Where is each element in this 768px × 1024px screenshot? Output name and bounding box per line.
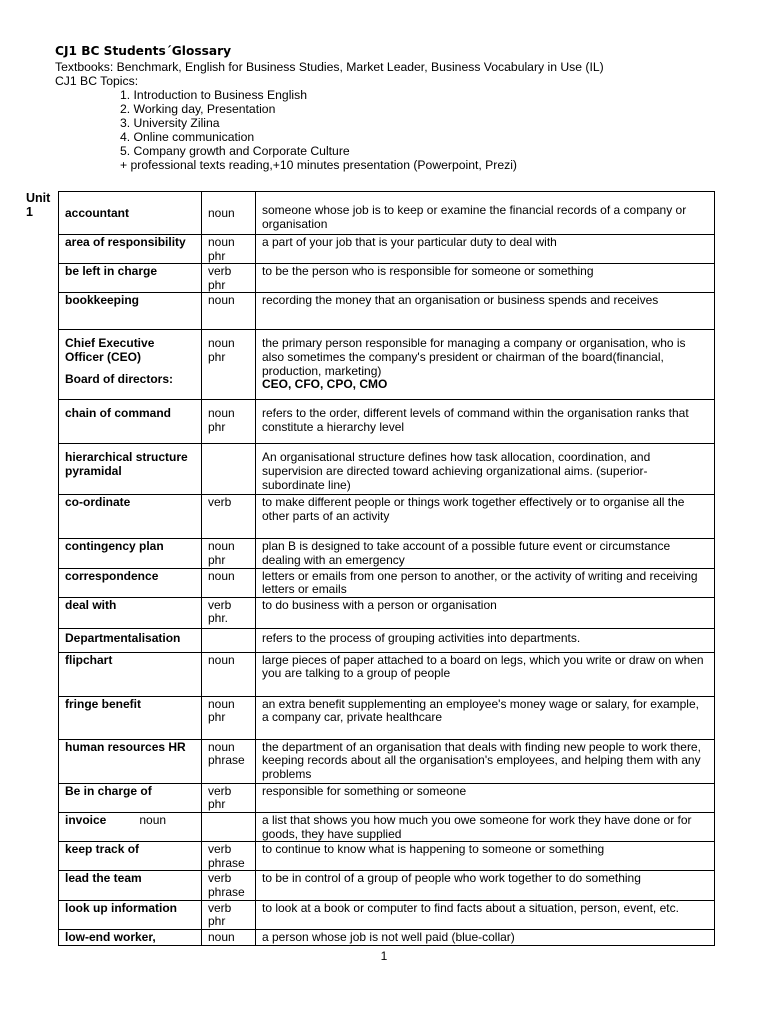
term-cell: contingency plan <box>59 539 202 568</box>
topic-item: 2. Working day, Presentation <box>120 102 276 116</box>
table-row <box>59 235 715 264</box>
term-cell: area of responsibility <box>59 235 202 264</box>
definition-cell: to do business with a person or organisation <box>256 597 715 628</box>
table-row <box>59 696 715 739</box>
definition-cell: refers to the order, different levels of command within the organisation ranks that constitute a hierarchy level <box>256 400 715 444</box>
term-cell: fringe benefit <box>59 696 202 739</box>
unit-word: Unit <box>26 191 51 205</box>
definition-cell: to continue to know what is happening to someone or something <box>256 842 715 871</box>
table-row <box>59 597 715 628</box>
table-row <box>59 783 715 812</box>
term-cell: lead the team <box>59 871 202 900</box>
term-cell <box>59 330 202 400</box>
topics-heading: CJ1 BC Topics: <box>55 74 139 88</box>
term-text: invoice <box>65 812 107 827</box>
table-row <box>59 900 715 929</box>
term-cell: flipchart <box>59 652 202 696</box>
term-cell: hierarchical structure pyramidal <box>59 444 202 495</box>
term-cell: low-end worker, <box>59 929 202 945</box>
table-row <box>59 842 715 871</box>
pos-cell: noun phr <box>202 235 256 264</box>
topic-item: 3. University Zilina <box>120 116 220 130</box>
topic-item: + professional texts reading,+10 minutes presentation (Powerpoint, Prezi) <box>120 158 517 172</box>
pos-cell: noun phrase <box>202 739 256 783</box>
definition-cell <box>256 330 715 400</box>
definition-cell: a person whose job is not well paid (blue-collar) <box>256 929 715 945</box>
table-row <box>59 444 715 495</box>
pos-cell: verb phrase <box>202 842 256 871</box>
term-cell <box>59 812 202 841</box>
table-row <box>59 628 715 652</box>
definition-cell: to look at a book or computer to find facts about a situation, person, event, etc. <box>256 900 715 929</box>
table-row <box>59 293 715 330</box>
pos-cell: verb phr. <box>202 597 256 628</box>
pos-cell <box>202 812 256 841</box>
table-row <box>59 812 715 841</box>
unit-label <box>26 191 50 219</box>
term-cell: human resources HR <box>59 739 202 783</box>
definition-cell: to be the person who is responsible for someone or something <box>256 264 715 293</box>
definition-cell: the department of an organisation that deals with finding new people to work there, keeping records about all the organisation's employees, and helping them with any problems <box>256 739 715 783</box>
definition-cell: recording the money that an organisation or business spends and receives <box>256 293 715 330</box>
table-row <box>59 400 715 444</box>
pos-cell: noun <box>202 652 256 696</box>
pos-cell: noun phr <box>202 696 256 739</box>
definition-cell: refers to the process of grouping activities into departments. <box>256 628 715 652</box>
definition-cell: an extra benefit supplementing an employee's money wage or salary, for example, a company car, private healthcare <box>256 696 715 739</box>
definition-cell: An organisational structure defines how task allocation, coordination, and supervision are directed toward achieving organizational aims. (superior-subordinate line) <box>256 444 715 495</box>
table-row <box>59 192 715 235</box>
pos-cell: verb phrase <box>202 871 256 900</box>
term-cell: accountant <box>59 192 202 235</box>
table-row <box>59 264 715 293</box>
pos-cell: noun <box>202 293 256 330</box>
term-cell: chain of command <box>59 400 202 444</box>
term-cell: Be in charge of <box>59 783 202 812</box>
table-row <box>59 929 715 945</box>
term-cell: bookkeeping <box>59 293 202 330</box>
definition-cell: plan B is designed to take account of a possible future event or circumstance dealing with an emergency <box>256 539 715 568</box>
textbooks-line: Textbooks: Benchmark, English for Business Studies, Market Leader, Business Vocabulary in Use (IL) <box>55 60 604 74</box>
pos-cell: verb phr <box>202 783 256 812</box>
term-cell: correspondence <box>59 568 202 597</box>
term-cell: co-ordinate <box>59 495 202 539</box>
topic-item: 1. Introduction to Business English <box>120 88 307 102</box>
table-row <box>59 568 715 597</box>
table-row <box>59 495 715 539</box>
term-cell: look up information <box>59 900 202 929</box>
definition-cell: letters or emails from one person to another, or the activity of writing and receiving letters or emails <box>256 568 715 597</box>
pos-text: noun <box>139 812 167 827</box>
term-cell: keep track of <box>59 842 202 871</box>
document-title: CJ1 BC Students´Glossary <box>55 44 232 58</box>
definition-cell: responsible for something or someone <box>256 783 715 812</box>
topic-item: 5. Company growth and Corporate Culture <box>120 144 350 158</box>
pos-cell: verb phr <box>202 900 256 929</box>
topics-list <box>55 88 735 172</box>
term-cell: deal with <box>59 597 202 628</box>
pos-cell <box>202 444 256 495</box>
pos-cell: noun phr <box>202 539 256 568</box>
glossary-table <box>58 191 715 946</box>
pos-cell: verb phr <box>202 264 256 293</box>
definition-cell: large pieces of paper attached to a board on legs, which you write or draw on when you are talking to a group of people <box>256 652 715 696</box>
term-text: Chief Executive Officer (CEO) <box>65 336 155 364</box>
definition-cell: a part of your job that is your particular duty to deal with <box>256 235 715 264</box>
table-row <box>59 871 715 900</box>
topic-item: 4. Online communication <box>120 130 255 144</box>
table-row <box>59 330 715 400</box>
pos-cell: noun <box>202 568 256 597</box>
definition-cell: to be in control of a group of people who work together to do something <box>256 871 715 900</box>
definition-text: the primary person responsible for managing a company or organisation, who is also sometimes the company's president or chairman of the board(financial, production, marketing) <box>262 336 686 378</box>
definition-cell: a list that shows you how much you owe someone for work they have done or for goods, they have supplied <box>256 812 715 841</box>
pos-cell: verb <box>202 495 256 539</box>
table-row <box>59 539 715 568</box>
unit-number: 1 <box>26 205 33 219</box>
table-row <box>59 739 715 783</box>
term-cell: be left in charge <box>59 264 202 293</box>
pos-cell: noun <box>202 929 256 945</box>
pos-cell: noun phr <box>202 400 256 444</box>
term-text: Board of directors: <box>65 371 174 386</box>
definition-text: CEO, CFO, CPO, CMO <box>262 377 388 392</box>
term-cell: Departmentalisation <box>59 628 202 652</box>
document-header <box>55 44 735 172</box>
pos-cell: noun <box>202 192 256 235</box>
definition-cell: someone whose job is to keep or examine the financial records of a company or organisation <box>256 192 715 235</box>
page-number: 1 <box>380 949 388 963</box>
table-row <box>59 652 715 696</box>
pos-cell: noun phr <box>202 330 256 400</box>
pos-cell <box>202 628 256 652</box>
definition-cell: to make different people or things work together effectively or to organise all the other parts of an activity <box>256 495 715 539</box>
